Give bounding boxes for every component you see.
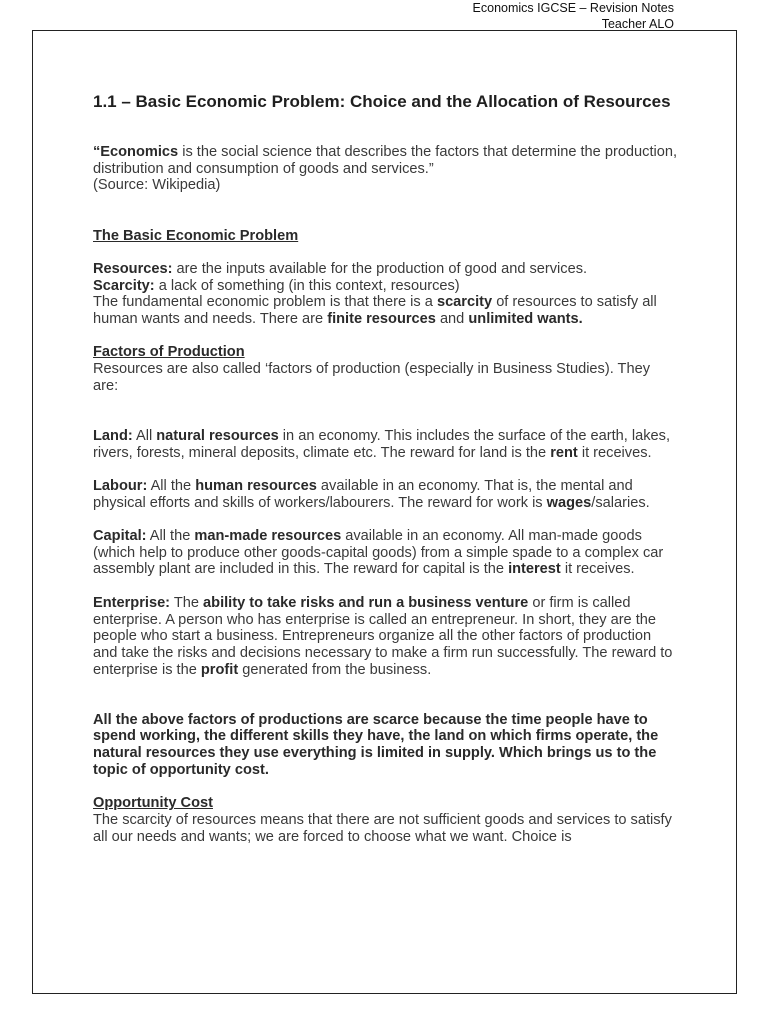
enterprise-text-2: or firm is called enterprise. A person who has enterprise is called an entrepreneur. In short, they are the people who start a business. Entrepreneurs organize all the other factors of production and take the risks and decisions necessary to make a firm run successfully. The reward to enterprise is the xyxy=(93,594,673,678)
quote-text: is the social science that describes the factors that determine the production, distribution and consumption of goods and services.” xyxy=(93,144,678,177)
scarcity-definition xyxy=(93,278,678,295)
page-title: 1.1 – Basic Economic Problem: Choice and the Allocation of Resources xyxy=(93,92,671,111)
definition-quote xyxy=(93,144,678,177)
enterprise-text-1: The xyxy=(170,594,204,611)
land-text-1: All xyxy=(132,427,157,444)
capital-label: Capital: xyxy=(93,528,147,545)
capital-text-2: available in an economy. All man-made goods (which help to produce other goods-capital goods) from a simple spade to a complex car assembly plant are included in this. The reward for capital is the xyxy=(93,528,664,578)
quote-term: Economics xyxy=(100,144,179,160)
header-course-title: Economics IGCSE – Revision Notes xyxy=(472,1,674,15)
labour-text-1: All the xyxy=(147,477,196,494)
labour-label: Labour: xyxy=(93,477,148,494)
capital-text-3: it receives. xyxy=(560,561,635,578)
enterprise-text-3: generated from the business. xyxy=(238,661,432,678)
factor-land xyxy=(93,428,678,461)
capital-bold-1: man-made resources xyxy=(194,528,342,545)
factor-capital xyxy=(93,528,678,578)
scarcity-summary: All the above factors of productions are scarce because the time people have to spend working, the different skills they have, the land on which firms operate, the natural resources they use everything is limited in supply. Which brings us to the topic of opportunity cost. xyxy=(93,711,659,778)
scarcity-label: Scarcity: xyxy=(93,277,155,294)
fund-bold-1: scarcity xyxy=(436,294,493,311)
fundamental-problem xyxy=(93,294,678,327)
labour-bold-2: wages xyxy=(546,494,592,511)
land-bold-1: natural resources xyxy=(156,427,279,444)
land-text-3: it receives. xyxy=(577,444,652,461)
labour-text-3: /salaries. xyxy=(591,494,650,511)
heading-opportunity-cost: Opportunity Cost xyxy=(93,795,213,812)
enterprise-label: Enterprise: xyxy=(93,594,171,611)
header-teacher: Teacher ALO xyxy=(601,17,674,31)
quote-open: “ xyxy=(93,144,101,160)
factor-labour xyxy=(93,478,678,511)
quote-source: (Source: Wikipedia) xyxy=(93,177,221,194)
labour-bold-1: human resources xyxy=(195,477,317,494)
opportunity-text: The scarcity of resources means that there are not sufficient goods and services to satisfy all our needs and wants; we are forced to choose what we want. Choice is xyxy=(93,811,672,845)
scarcity-text: a lack of something (in this context, resources) xyxy=(154,277,460,294)
factors-intro: Resources are also called ‘factors of production (especially in Business Studies). They are: xyxy=(93,361,650,394)
resources-text: are the inputs available for the production of good and services. xyxy=(172,260,588,277)
land-label: Land: xyxy=(93,427,133,444)
fund-text-2: of resources to satisfy all human wants and needs. There are xyxy=(93,294,657,327)
land-bold-2: rent xyxy=(550,444,578,461)
document-body xyxy=(93,90,678,845)
enterprise-bold-2: profit xyxy=(200,661,239,678)
fund-bold-2: finite resources xyxy=(327,311,436,327)
factor-enterprise xyxy=(93,595,678,679)
resources-definition xyxy=(93,261,678,278)
capital-text-1: All the xyxy=(146,528,195,545)
heading-basic-problem: The Basic Economic Problem xyxy=(93,227,299,244)
labour-text-2: available in an economy. That is, the mental and physical efforts and skills of workers/labourers. The reward for work is xyxy=(93,477,633,511)
resources-label: Resources: xyxy=(93,260,173,277)
fund-text-3: and xyxy=(435,311,469,327)
enterprise-bold-1: ability to take risks and run a business venture xyxy=(203,594,529,611)
land-text-2: in an economy. This includes the surface of the earth, lakes, rivers, forests, mineral deposits, climate etc. The reward for land is the xyxy=(93,427,671,461)
capital-bold-2: interest xyxy=(508,561,561,578)
fund-bold-3: unlimited wants. xyxy=(468,311,583,327)
heading-factors: Factors of Production xyxy=(93,344,245,361)
fund-text-1: The fundamental economic problem is that there is a xyxy=(93,294,437,311)
